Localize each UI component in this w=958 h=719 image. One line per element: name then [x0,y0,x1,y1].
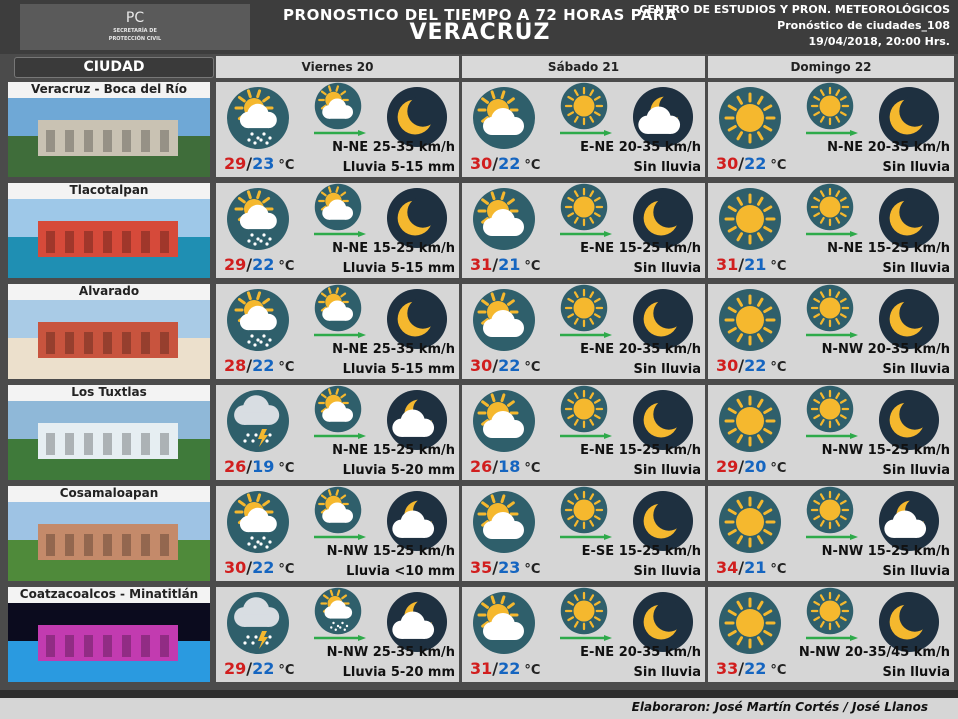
rain-forecast: Sin lluvia [882,665,950,680]
forecast-cell-day1 [216,385,459,480]
min-temp: 22 [252,255,275,274]
wind-arrow-icon [806,635,858,641]
sun-icon [806,385,854,433]
wind-arrow-icon [560,332,612,338]
moon-icon [878,389,940,451]
rain-forecast: Sin lluvia [633,261,701,276]
rain-forecast: Lluvia 5-15 mm [342,261,455,276]
forecast-cell-day3 [708,82,954,177]
sun-cloud-icon [472,591,536,655]
temperature: 30/22 °C [716,154,787,173]
credits-text: Elaboraron: José Martín Cortés / José Llanos [624,699,936,715]
sun-cloud-rain-icon [226,490,290,554]
rain-forecast: Sin lluvia [882,160,950,175]
rain-forecast: Sin lluvia [633,564,701,579]
city-row [0,383,958,482]
moon-icon [632,288,694,350]
temp-unit: °C [524,663,541,678]
storm-icon [226,591,290,655]
temp-unit: °C [770,461,787,476]
rain-forecast: Sin lluvia [882,362,950,377]
temperature: 30/22 °C [716,356,787,375]
temp-unit: °C [278,158,295,173]
sun-icon [806,183,854,231]
wind-forecast: N-NE 25-35 km/h [332,342,455,357]
min-temp: 22 [252,659,275,678]
min-temp: 22 [744,659,767,678]
moon-icon [386,288,448,350]
sun-cloud-icon [472,86,536,150]
sun-cloud-icon [472,389,536,453]
forecast-cell-day3 [708,183,954,278]
forecast-cell-day2 [462,82,705,177]
moon-icon [878,591,940,653]
city-column-header: CIUDAD [14,57,214,78]
temperature: 31/21 °C [470,255,541,274]
sun-cloud-icon [314,385,362,433]
wind-arrow-icon [560,130,612,136]
max-temp: 30 [716,154,739,173]
moon-cloud-icon [386,591,448,653]
sun-cloud-icon [314,183,362,231]
min-temp: 22 [498,659,521,678]
temperature: 31/21 °C [716,255,787,274]
temp-unit: °C [278,562,295,577]
temperature: 31/22 °C [470,659,541,678]
city-cell [8,486,210,581]
temperature: 29/20 °C [716,457,787,476]
wind-arrow-icon [806,332,858,338]
moon-icon [632,591,694,653]
storm-icon [226,389,290,453]
wind-forecast: N-NW 20-35 km/h [821,342,950,357]
max-temp: 31 [470,659,493,678]
sun-icon [718,591,782,655]
wind-arrow-icon [560,433,612,439]
temperature: 26/18 °C [470,457,541,476]
temp-unit: °C [770,158,787,173]
temp-unit: °C [524,360,541,375]
forecast-cell-day2 [462,587,705,682]
max-temp: 31 [716,255,739,274]
max-temp: 35 [470,558,493,577]
wind-forecast: N-NE 25-35 km/h [332,140,455,155]
max-temp: 33 [716,659,739,678]
wind-arrow-icon [806,231,858,237]
sun-icon [718,288,782,352]
rain-forecast: Lluvia 5-15 mm [342,160,455,175]
forecast-cell-day1 [216,284,459,379]
sun-icon [806,284,854,332]
wind-arrow-icon [314,433,366,439]
city-photo [8,401,210,480]
sun-icon [560,183,608,231]
wind-arrow-icon [806,534,858,540]
city-row [0,282,958,381]
sun-icon [806,587,854,635]
max-temp: 30 [716,356,739,375]
rain-forecast: Sin lluvia [633,160,701,175]
moon-cloud-icon [386,389,448,451]
sun-icon [718,389,782,453]
forecast-cell-day3 [708,385,954,480]
logo-sub-line1: SECRETARÍA DE [113,28,157,34]
wind-forecast: N-NW 15-25 km/h [821,443,950,458]
moon-icon [878,288,940,350]
rain-forecast: Sin lluvia [633,665,701,680]
city-photo [8,603,210,682]
sun-icon [560,486,608,534]
bulletin-number: Pronóstico de ciudades_108 [777,19,950,32]
wind-arrow-icon [806,130,858,136]
wind-arrow-icon [560,635,612,641]
min-temp: 23 [498,558,521,577]
sun-cloud-icon [472,490,536,554]
max-temp: 29 [224,154,247,173]
forecast-cell-day3 [708,587,954,682]
forecast-cell-day1 [216,82,459,177]
footer-divider [0,690,958,698]
sun-cloud-rain-icon [314,587,362,635]
temp-unit: °C [770,360,787,375]
sun-cloud-icon [472,187,536,251]
wind-arrow-icon [314,635,366,641]
max-temp: 30 [470,154,493,173]
city-name: Cosamaloapan [8,486,210,502]
city-cell [8,284,210,379]
temperature: 29/23 °C [224,154,295,173]
wind-arrow-icon [314,534,366,540]
pc-logo [20,4,250,50]
rain-forecast: Sin lluvia [633,463,701,478]
city-photo [8,300,210,379]
logo-sub-line2: PROTECCIÓN CIVIL [108,36,162,42]
sun-cloud-icon [314,486,362,534]
temp-unit: °C [278,259,295,274]
city-name: Tlacotalpan [8,183,210,199]
min-temp: 20 [744,457,767,476]
moon-icon [632,490,694,552]
moon-icon [386,187,448,249]
rain-forecast: Sin lluvia [633,362,701,377]
sun-cloud-rain-icon [226,86,290,150]
wind-forecast: N-NW 15-25 km/h [821,544,950,559]
sun-icon [560,587,608,635]
temperature: 28/22 °C [224,356,295,375]
wind-arrow-icon [560,534,612,540]
min-temp: 22 [498,356,521,375]
temperature: 29/22 °C [224,659,295,678]
min-temp: 22 [252,356,275,375]
rain-forecast: Lluvia <10 mm [346,564,455,579]
sun-icon [560,385,608,433]
temperature: 30/22 °C [470,154,541,173]
wind-forecast: N-NE 15-25 km/h [332,443,455,458]
forecast-cell-day3 [708,284,954,379]
bulletin-info [639,2,950,50]
max-temp: 26 [470,457,493,476]
moon-cloud-icon [386,490,448,552]
forecast-cell-day1 [216,587,459,682]
city-row [0,585,958,684]
city-cell [8,587,210,682]
title-line2: VERACRUZ [409,20,551,45]
city-row [0,80,958,179]
min-temp: 22 [252,558,275,577]
sun-icon [806,486,854,534]
max-temp: 28 [224,356,247,375]
forecast-cell-day3 [708,486,954,581]
temperature: 30/22 °C [470,356,541,375]
wind-forecast: N-NW 20-35/45 km/h [798,645,950,660]
wind-arrow-icon [314,332,366,338]
logo-pc-text: PC [125,10,145,26]
min-temp: 21 [744,558,767,577]
forecast-cell-day2 [462,284,705,379]
temperature: 33/22 °C [716,659,787,678]
city-cell [8,183,210,278]
day1-header: Viernes 20 [216,56,459,78]
sun-icon [718,86,782,150]
moon-icon [386,86,448,148]
moon-icon [878,86,940,148]
sun-cloud-rain-icon [226,187,290,251]
min-temp: 22 [744,154,767,173]
max-temp: 34 [716,558,739,577]
min-temp: 21 [498,255,521,274]
rain-forecast: Sin lluvia [882,564,950,579]
bulletin-datetime: 19/04/2018, 20:00 Hrs. [808,35,950,48]
wind-forecast: E-SE 15-25 km/h [581,544,701,559]
sun-cloud-rain-icon [226,288,290,352]
city-name: Alvarado [8,284,210,300]
sun-cloud-icon [314,82,362,130]
day3-header: Domingo 22 [708,56,954,78]
wind-arrow-icon [560,231,612,237]
temperature: 35/23 °C [470,558,541,577]
forecast-cell-day1 [216,486,459,581]
forecast-cell-day1 [216,183,459,278]
sun-icon [718,490,782,554]
max-temp: 29 [224,659,247,678]
moon-icon [632,389,694,451]
city-photo [8,98,210,177]
min-temp: 21 [744,255,767,274]
max-temp: 31 [470,255,493,274]
temp-unit: °C [524,158,541,173]
wind-forecast: E-NE 15-25 km/h [580,241,701,256]
sun-icon [718,187,782,251]
wind-forecast: N-NE 15-25 km/h [827,241,950,256]
city-row [0,484,958,583]
city-name: Veracruz - Boca del Río [8,82,210,98]
org-name: CENTRO DE ESTUDIOS Y PRON. METEOROLÓGICOS [639,3,950,16]
temp-unit: °C [278,360,295,375]
sun-icon [806,82,854,130]
temp-unit: °C [770,259,787,274]
min-temp: 22 [498,154,521,173]
sun-cloud-icon [314,284,362,332]
temp-unit: °C [524,259,541,274]
rain-forecast: Sin lluvia [882,463,950,478]
temperature: 26/19 °C [224,457,295,476]
temp-unit: °C [770,663,787,678]
rain-forecast: Lluvia 5-15 mm [342,362,455,377]
header-bar [0,0,958,54]
wind-forecast: N-NW 15-25 km/h [326,544,455,559]
forecast-cell-day2 [462,486,705,581]
moon-icon [632,187,694,249]
wind-forecast: E-NE 20-35 km/h [580,140,701,155]
max-temp: 29 [716,457,739,476]
wind-arrow-icon [314,231,366,237]
wind-arrow-icon [806,433,858,439]
temp-unit: °C [278,663,295,678]
city-row [0,181,958,280]
city-name: Coatzacoalcos - Minatitlán [8,587,210,603]
city-name: Los Tuxtlas [8,385,210,401]
forecast-cell-day2 [462,183,705,278]
temp-unit: °C [524,562,541,577]
temp-unit: °C [278,461,295,476]
city-cell [8,385,210,480]
temperature: 29/22 °C [224,255,295,274]
wind-forecast: N-NW 25-35 km/h [326,645,455,660]
wind-arrow-icon [314,130,366,136]
max-temp: 30 [224,558,247,577]
wind-forecast: E-NE 20-35 km/h [580,645,701,660]
temp-unit: °C [770,562,787,577]
min-temp: 22 [744,356,767,375]
min-temp: 19 [252,457,275,476]
forecast-cell-day2 [462,385,705,480]
wind-forecast: N-NE 20-35 km/h [827,140,950,155]
max-temp: 26 [224,457,247,476]
wind-forecast: N-NE 15-25 km/h [332,241,455,256]
sun-cloud-icon [472,288,536,352]
min-temp: 23 [252,154,275,173]
temp-unit: °C [524,461,541,476]
footer [0,690,958,719]
rain-forecast: Sin lluvia [882,261,950,276]
moon-cloud-icon [878,490,940,552]
sun-icon [560,284,608,332]
city-cell [8,82,210,177]
temperature: 30/22 °C [224,558,295,577]
moon-icon [878,187,940,249]
sun-icon [560,82,608,130]
wind-forecast: E-NE 15-25 km/h [580,443,701,458]
max-temp: 30 [470,356,493,375]
city-photo [8,199,210,278]
moon-cloud-icon [632,86,694,148]
temperature: 34/21 °C [716,558,787,577]
rain-forecast: Lluvia 5-20 mm [342,463,455,478]
title-line1: PRONOSTICO DEL TIEMPO A 72 HORAS PARA [283,6,677,24]
city-photo [8,502,210,581]
rain-forecast: Lluvia 5-20 mm [342,665,455,680]
min-temp: 18 [498,457,521,476]
wind-forecast: E-NE 20-35 km/h [580,342,701,357]
max-temp: 29 [224,255,247,274]
day2-header: Sábado 21 [462,56,705,78]
